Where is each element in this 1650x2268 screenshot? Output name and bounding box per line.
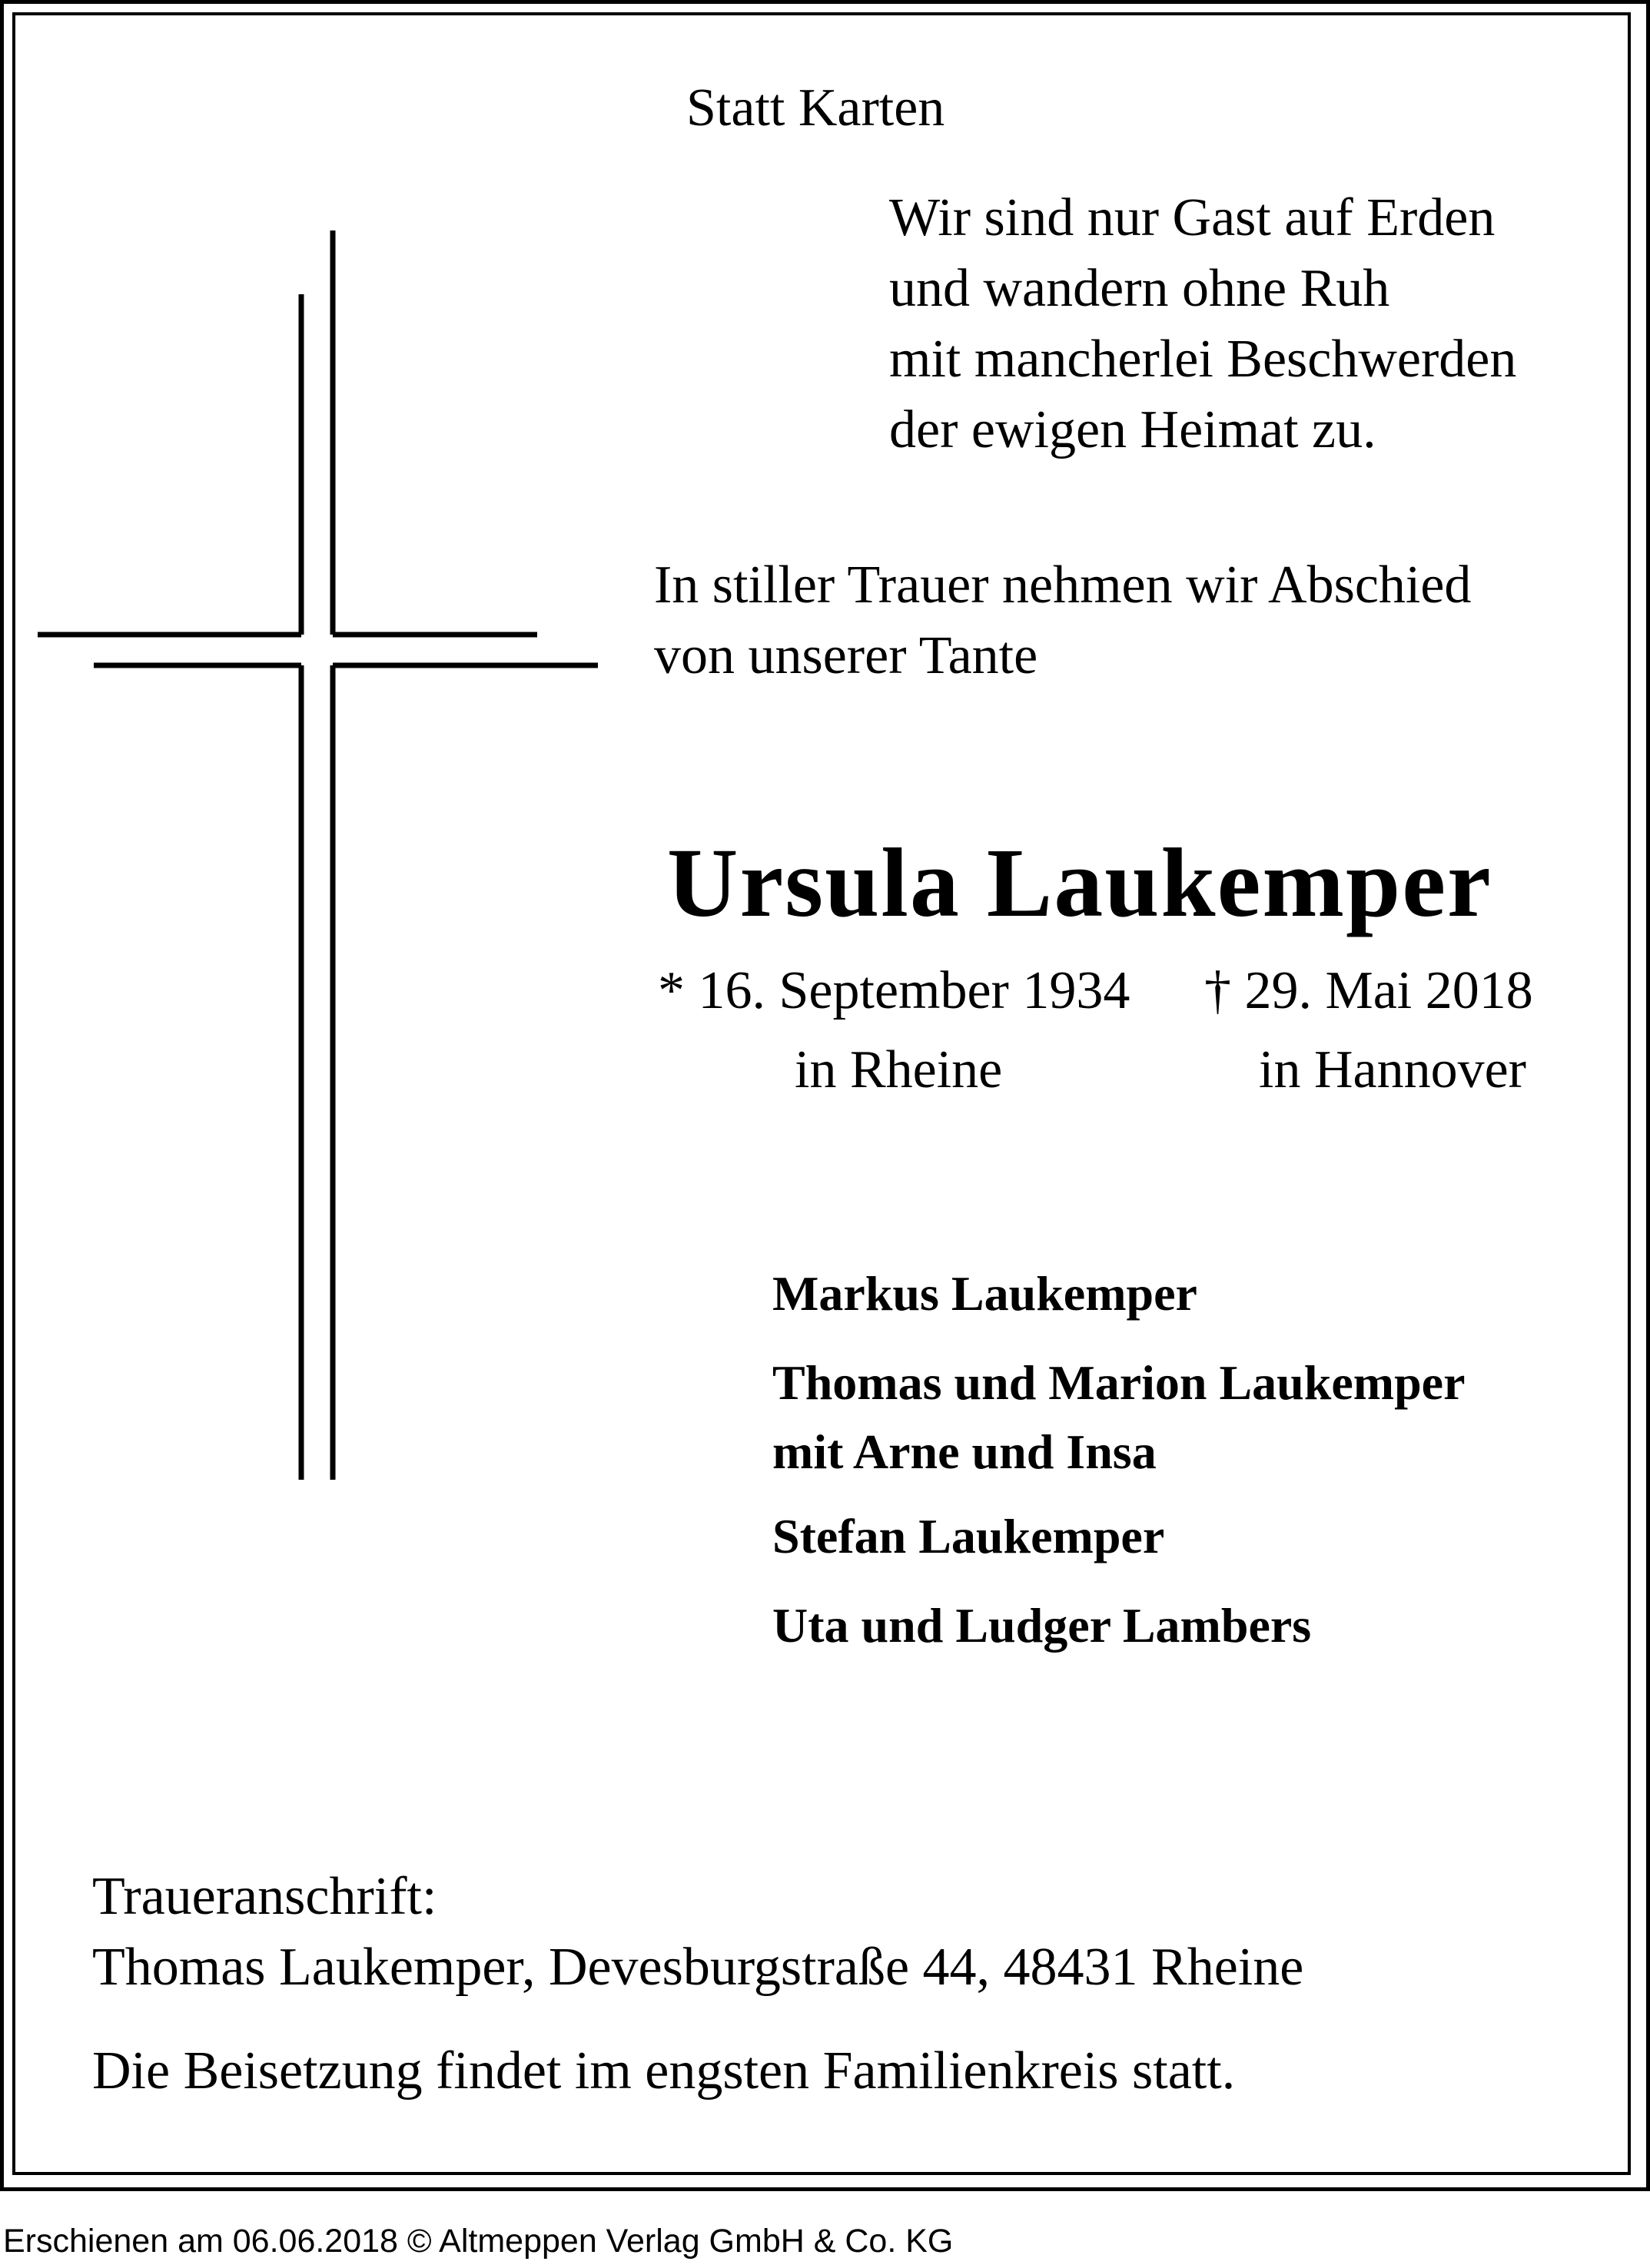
death-place: in Hannover [1259,1040,1526,1099]
verse-line: der ewigen Heimat zu. [889,400,1376,459]
mourner-name: mit Arne und Insa [772,1424,1157,1479]
heading: Statt Karten [686,78,945,138]
birth-place: in Rheine [795,1040,1003,1099]
birth-date: * 16. September 1934 [658,961,1130,1020]
verse-line: Wir sind nur Gast auf Erden [889,188,1496,247]
mourner-name: Uta und Ludger Lambers [772,1598,1312,1653]
address-label: Traueranschrift: [92,1867,437,1926]
intro-line: In stiller Trauer nehmen wir Abschied [654,555,1472,615]
verse-line: und wandern ohne Ruh [889,259,1390,318]
mourner-name: Markus Laukemper [772,1266,1197,1321]
death-date: † 29. Mai 2018 [1204,961,1533,1020]
publication-note: Erschienen am 06.06.2018 © Altmeppen Verlag GmbH & Co. KG [3,2223,954,2260]
deceased-name: Ursula Laukemper [667,828,1492,937]
mourner-name: Stefan Laukemper [772,1509,1165,1563]
intro [654,550,1471,691]
funeral-note: Die Beisetzung findet im engsten Familienkreis statt. [92,2041,1236,2101]
intro-line: von unserer Tante [654,626,1038,685]
address: Thomas Laukemper, Devesburgstraße 44, 48431 Rheine [92,1938,1304,1997]
verse-line: mit mancherlei Beschwerden [889,330,1517,389]
mourner-name: Thomas und Marion Laukemper [772,1355,1466,1410]
verse [889,183,1516,466]
